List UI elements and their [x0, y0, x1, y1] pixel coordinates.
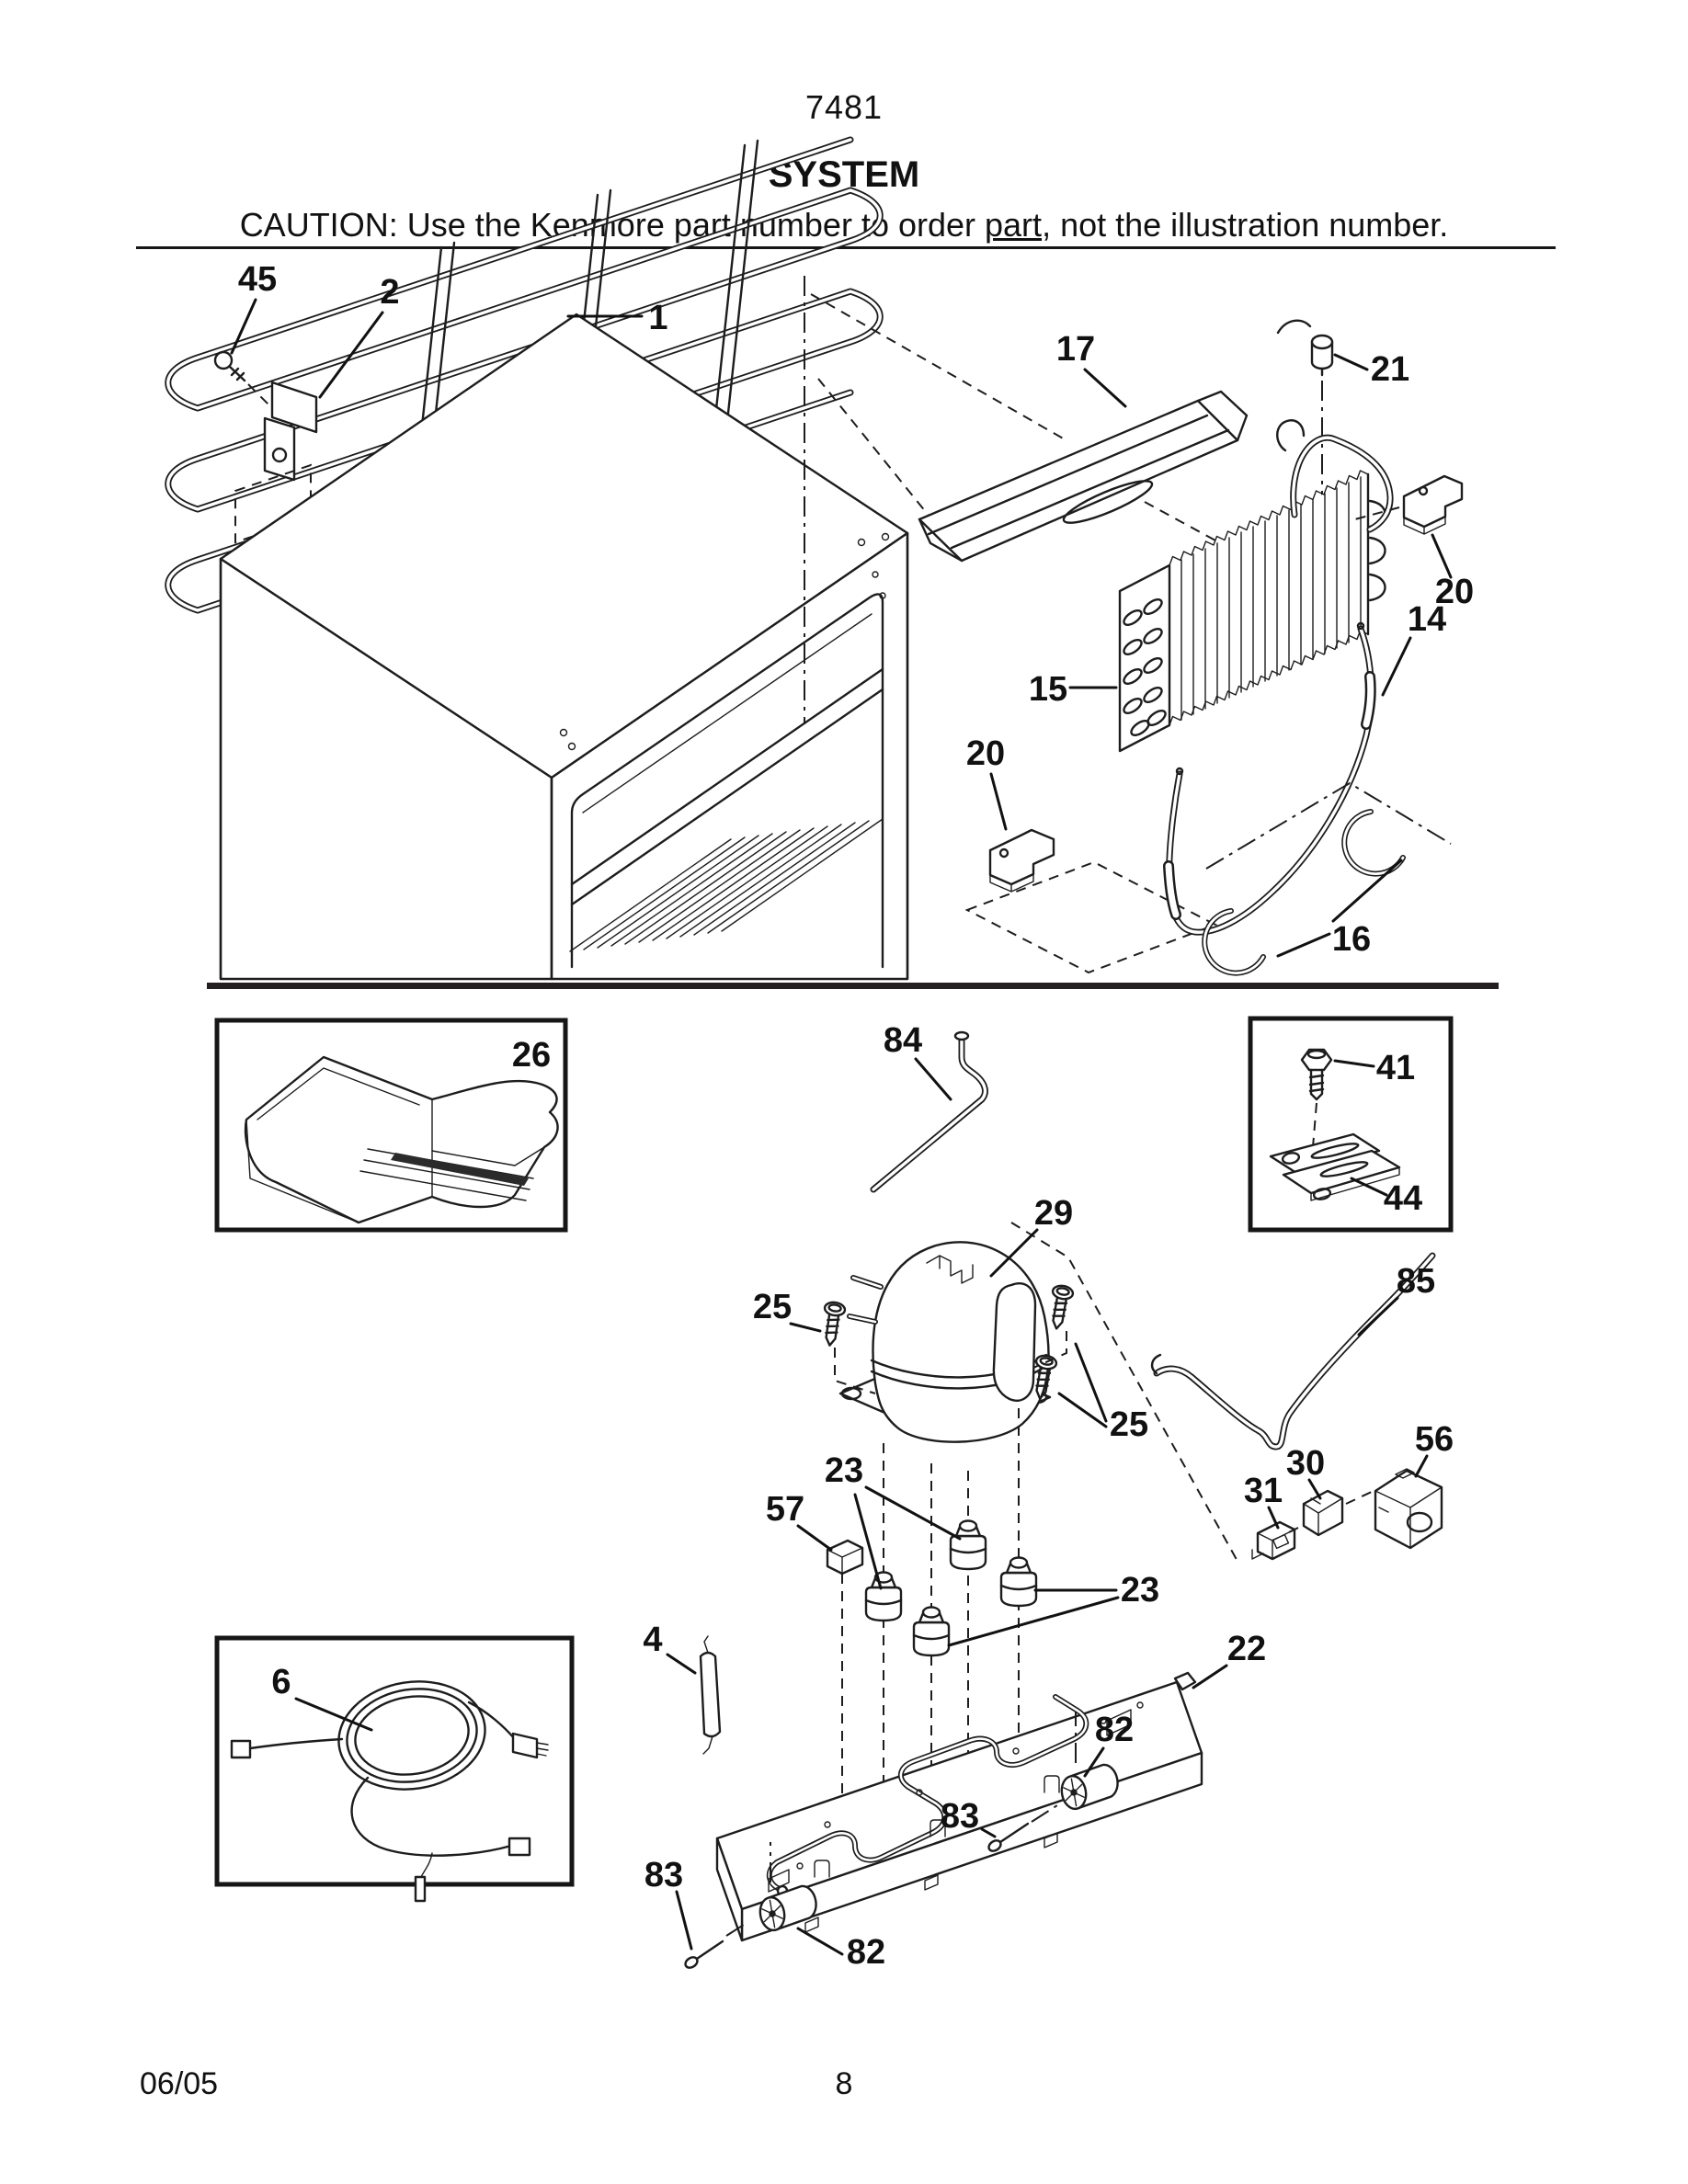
document-number: 7481 — [804, 88, 884, 126]
callout-21-label: 21 — [1370, 350, 1410, 389]
caution-suffix: , not the illustration number. — [1042, 206, 1449, 244]
callout-29-label: 29 — [1033, 1194, 1074, 1233]
callout-2 — [320, 273, 400, 397]
callout-22 — [1193, 1630, 1266, 1688]
page-title: SYSTEM — [768, 154, 920, 195]
callout-14-label: 14 — [1407, 600, 1447, 639]
callout-26-label: 26 — [511, 1036, 552, 1075]
callout-82-bottom — [798, 1928, 885, 1972]
caution-prefix: CAUTION: Use the Kenmore part number to order — [239, 206, 986, 244]
callout-44 — [1352, 1178, 1422, 1218]
power-cord — [232, 1671, 548, 1901]
callout-25-left-label: 25 — [752, 1288, 793, 1326]
callout-57 — [766, 1490, 831, 1550]
callout-1-label: 1 — [648, 299, 668, 337]
callout-23-lower-label: 23 — [1120, 1571, 1160, 1610]
callout-25-right — [1059, 1344, 1148, 1444]
callout-29 — [991, 1194, 1073, 1276]
callout-83-left-label: 83 — [644, 1856, 684, 1894]
callout-84 — [884, 1021, 951, 1099]
callout-2-label: 2 — [380, 273, 400, 312]
callout-17-label: 17 — [1055, 330, 1096, 369]
callout-20-right-label: 20 — [1434, 573, 1475, 611]
condenser-channel — [919, 392, 1247, 561]
relay-31 — [1252, 1522, 1295, 1559]
evaporator-clip-left — [967, 830, 1215, 973]
callout-26 — [512, 1036, 551, 1075]
callout-30-label: 30 — [1285, 1444, 1326, 1483]
drain-pan — [245, 1057, 558, 1223]
drier-4 — [701, 1636, 720, 1754]
callout-16 — [1278, 860, 1401, 959]
callout-84-label: 84 — [883, 1021, 923, 1060]
section-divider — [207, 983, 1499, 989]
callout-14 — [1383, 600, 1446, 695]
callout-16-label: 16 — [1331, 920, 1372, 959]
callout-31 — [1244, 1472, 1283, 1528]
callout-20-left — [966, 734, 1006, 829]
callout-20-left-label: 20 — [965, 734, 1006, 773]
power-cord-figure — [217, 1638, 572, 1901]
callout-57-label: 57 — [765, 1490, 805, 1529]
mount-grommets — [866, 1521, 1036, 1656]
callout-6-label: 6 — [271, 1663, 291, 1701]
callout-15-label: 15 — [1028, 670, 1068, 709]
callout-6 — [271, 1663, 371, 1730]
hex-bolt-41 — [1302, 1050, 1331, 1147]
callout-56 — [1415, 1420, 1454, 1476]
callout-4-label: 4 — [643, 1621, 663, 1659]
callout-15 — [1029, 670, 1116, 709]
callout-83-left — [644, 1856, 691, 1949]
callout-85 — [1359, 1262, 1435, 1335]
callout-85-label: 85 — [1396, 1262, 1436, 1301]
callout-25-left — [753, 1288, 820, 1331]
callout-31-label: 31 — [1243, 1472, 1283, 1510]
callout-82-bottom-label: 82 — [846, 1933, 886, 1972]
callout-21 — [1335, 350, 1409, 389]
callout-23-lower — [949, 1571, 1159, 1645]
callout-83-right-label: 83 — [940, 1797, 980, 1836]
callout-44-label: 44 — [1383, 1179, 1423, 1218]
callout-25-right-label: 25 — [1109, 1405, 1149, 1444]
tube-hooks — [1204, 783, 1451, 973]
footer-date: 06/05 — [140, 2066, 219, 2101]
callout-22-label: 22 — [1226, 1630, 1267, 1668]
callout-23-upper-label: 23 — [824, 1451, 864, 1490]
callout-17 — [1056, 330, 1125, 406]
callout-41 — [1335, 1049, 1415, 1087]
callout-41-label: 41 — [1375, 1049, 1416, 1087]
overload-protector-30 — [1304, 1491, 1342, 1535]
callout-45-label: 45 — [237, 260, 278, 299]
caution-underlined-word: part — [985, 206, 1043, 244]
callout-30 — [1286, 1444, 1325, 1498]
callout-4 — [643, 1621, 695, 1673]
callout-82-right-label: 82 — [1094, 1711, 1135, 1749]
grommet-screw-21 — [1278, 321, 1332, 501]
discharge-tube-85 — [1152, 1256, 1432, 1447]
clip-57 — [827, 1541, 862, 1574]
footer-page-number: 8 — [835, 2066, 853, 2101]
callout-56-label: 56 — [1414, 1420, 1454, 1459]
